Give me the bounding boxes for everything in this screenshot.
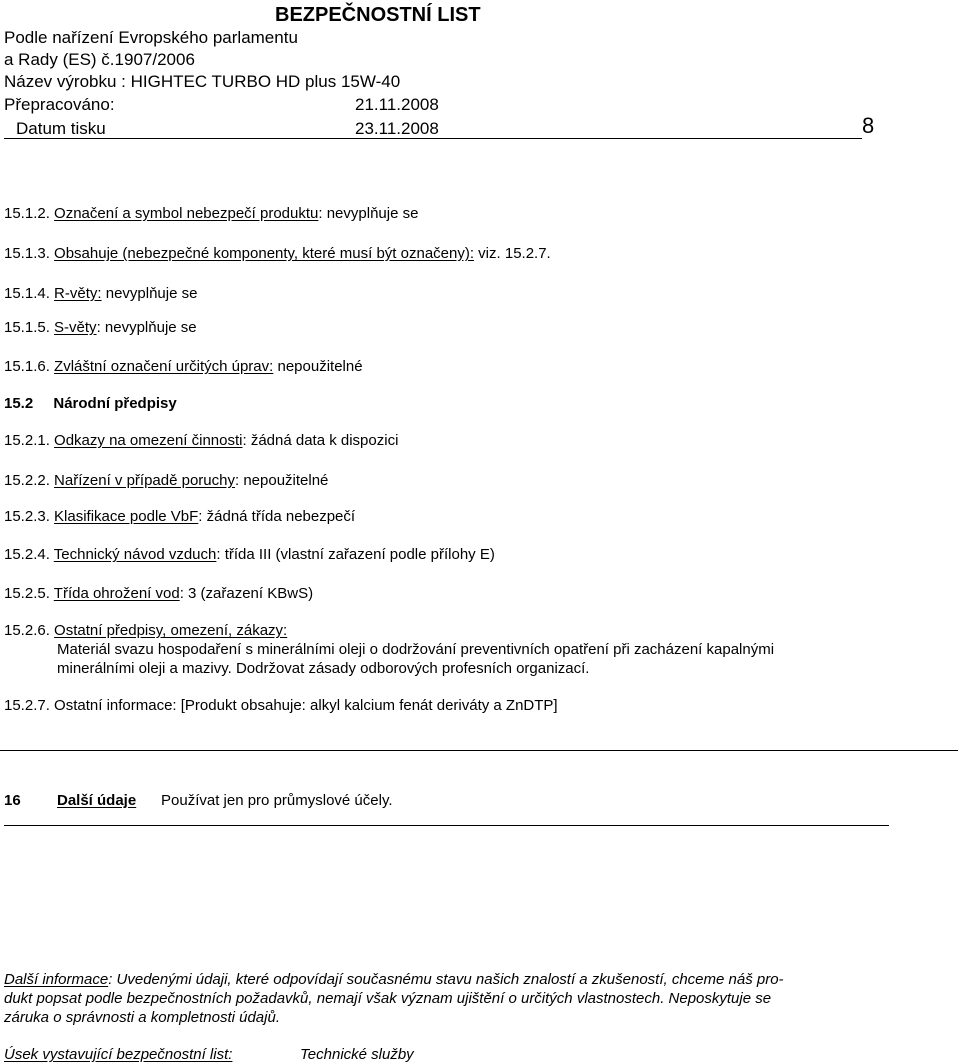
section-16-title: Další údaje xyxy=(57,792,137,809)
regulation-line-2: a Rady (ES) č.1907/2006 xyxy=(4,50,195,69)
issuer-value: Technické služby xyxy=(300,1046,414,1063)
revised-date: 21.11.2008 xyxy=(355,95,439,114)
section-title: R-věty: xyxy=(54,285,102,302)
section-15-2-2 xyxy=(4,473,328,488)
print-date: 23.11.2008 xyxy=(355,119,439,138)
further-info-text: : Uvedenými údaji, které odpovídají současnému stavu našich znalostí a zkušeností, chceme náš pro- xyxy=(108,971,784,988)
section-15-2-1 xyxy=(4,433,398,448)
section-number: 15.2.3. xyxy=(4,508,50,525)
section-number: 15.1.5. xyxy=(4,319,50,336)
section-15-1-2 xyxy=(4,206,418,221)
section-15-1-4 xyxy=(4,286,197,301)
issuer-label: Úsek vystavující bezpečnostní list: xyxy=(4,1046,233,1063)
product-line xyxy=(4,73,400,90)
section-number: 15.2 xyxy=(4,395,34,412)
product-label: Název výrobku : xyxy=(4,72,126,91)
section-number: 15.1.6. xyxy=(4,358,50,375)
section-title: Technický návod vzduch xyxy=(53,546,217,563)
section-15-2-heading xyxy=(4,396,177,411)
section-title: Národní předpisy xyxy=(53,395,177,412)
section-value: viz. 15.2.7. xyxy=(474,245,551,262)
section-value: : nevyplňuje se xyxy=(318,205,419,222)
section-value: nevyplňuje se xyxy=(101,285,198,302)
section-title: Zvláštní označení určitých úprav: xyxy=(54,358,274,375)
section-title: Klasifikace podle VbF xyxy=(54,508,199,525)
section-15-1-6 xyxy=(4,359,363,374)
section-title: Nařízení v případě poruchy xyxy=(54,472,235,489)
page-number: 8 xyxy=(862,113,875,138)
document-title: BEZPEČNOSTNÍ LIST xyxy=(275,4,481,26)
section-value: : třída III (vlastní zařazení podle přílohy E) xyxy=(216,546,495,563)
section-15-2-6-text-line-1: Materiál svazu hospodaření s minerálními oleji o dodržování preventivních opatření při zacházení kapalnými xyxy=(57,641,775,658)
further-info-line-2: dukt popsat podle bezpečnostních požadavků, nemají však význam ujištění o určitých vlastnostech. Neposkytuje se xyxy=(4,990,772,1007)
section-title: Označení a symbol nebezpečí produktu xyxy=(54,205,319,222)
section-value: : nevyplňuje se xyxy=(96,319,197,336)
header-rule xyxy=(4,138,862,139)
section-16-rule xyxy=(4,825,889,826)
section-value: : žádná data k dispozici xyxy=(242,432,399,449)
section-16-value: Používat jen pro průmyslové účely. xyxy=(161,792,393,809)
product-name: HIGHTEC TURBO HD plus 15W-40 xyxy=(130,72,401,91)
section-15-2-5 xyxy=(4,586,313,601)
section-15-1-5 xyxy=(4,320,197,335)
section-value: : 3 (zařazení KBwS) xyxy=(179,585,314,602)
section-number: 15.1.2. xyxy=(4,205,50,222)
section-16-number: 16 xyxy=(4,792,21,809)
section-title: S-věty xyxy=(54,319,97,336)
revised-label: Přepracováno: xyxy=(4,95,115,114)
section-number: 15.1.3. xyxy=(4,245,50,262)
section-value: : nepoužitelné xyxy=(234,472,329,489)
section-15-2-6-text-line-2: minerálními oleji a mazivy. Dodržovat zásady odborových profesních organizací. xyxy=(57,660,590,677)
print-label: Datum tisku xyxy=(16,119,106,138)
section-15-2-7 xyxy=(4,698,558,713)
section-value: : žádná třída nebezpečí xyxy=(198,508,356,525)
section-title: Třída ohrožení vod xyxy=(53,585,180,602)
section-divider xyxy=(0,750,958,751)
section-number: 15.1.4. xyxy=(4,285,50,302)
further-info-line-1 xyxy=(4,972,784,987)
section-15-2-3 xyxy=(4,509,355,524)
section-title: Ostatní předpisy, omezení, zákazy: xyxy=(54,622,288,639)
section-15-2-4 xyxy=(4,547,495,562)
section-number: 15.2.2. xyxy=(4,472,50,489)
further-info-line-3: záruka o správnosti a kompletnosti údajů. xyxy=(4,1009,280,1026)
section-15-2-6 xyxy=(4,623,287,638)
section-number: 15.2.1. xyxy=(4,432,50,449)
regulation-line-1: Podle nařízení Evropského parlamentu xyxy=(4,28,298,47)
section-text: Ostatní informace: [Produkt obsahuje: alkyl kalcium fenát deriváty a ZnDTP] xyxy=(54,697,558,714)
section-number: 15.2.5. xyxy=(4,585,50,602)
further-info-label: Další informace xyxy=(4,971,109,988)
section-title: Obsahuje (nebezpečné komponenty, které musí být označeny): xyxy=(54,245,475,262)
section-number: 15.2.4. xyxy=(4,546,50,563)
section-number: 15.2.7. xyxy=(4,697,50,714)
section-title: Odkazy na omezení činnosti xyxy=(54,432,243,449)
section-value: nepoužitelné xyxy=(273,358,363,375)
section-15-1-3 xyxy=(4,246,551,261)
section-number: 15.2.6. xyxy=(4,622,50,639)
